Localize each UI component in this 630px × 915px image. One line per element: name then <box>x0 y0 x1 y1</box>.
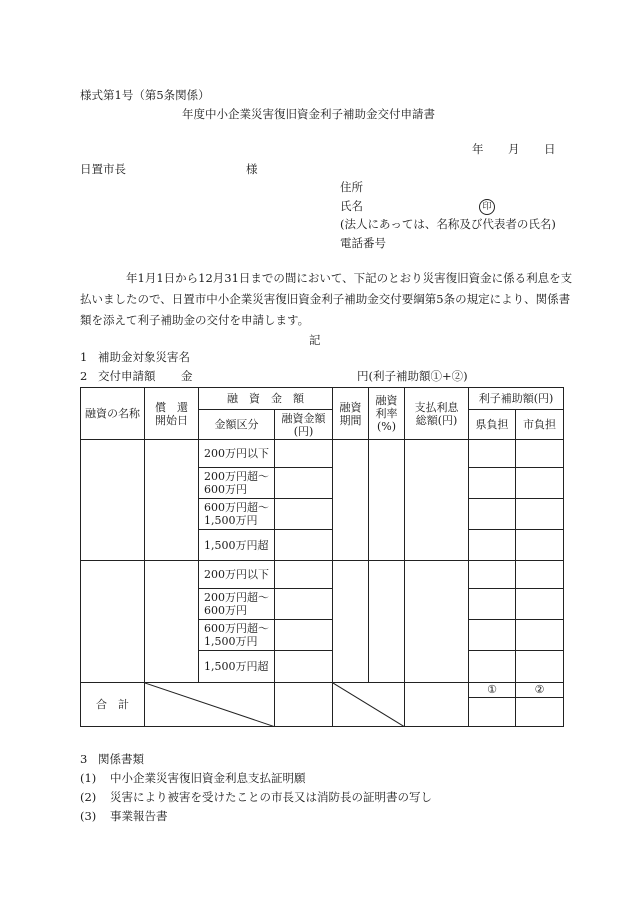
addressee-name: 日置市長 <box>80 162 126 176</box>
total-label: 合 計 <box>81 682 145 726</box>
ki-mark: 記 <box>309 333 321 347</box>
header-subsidy: 利子補助額(円) <box>469 388 564 410</box>
header-interest-total: 支払利息 総額(円) <box>405 388 469 440</box>
period-cell[interactable] <box>333 440 369 561</box>
form-number: 様式第1号（第5条関係） <box>80 88 210 102</box>
loan-table <box>80 387 564 727</box>
pref-cell[interactable] <box>469 619 516 650</box>
date-day: 日 <box>544 142 556 156</box>
amount-yen-cell[interactable] <box>275 498 333 529</box>
addressee-honorific: 様 <box>246 162 258 176</box>
total-mark-1: ① <box>469 682 516 697</box>
pref-cell[interactable] <box>469 498 516 529</box>
amount-yen-cell[interactable] <box>275 530 333 561</box>
amount-class-cell: 600万円超～ 1,500万円 <box>199 619 275 650</box>
item2-yen: 円(利子補助額①+②) <box>357 369 468 383</box>
pref-cell[interactable] <box>469 440 516 467</box>
city-cell[interactable] <box>516 588 564 619</box>
city-cell[interactable] <box>516 498 564 529</box>
amount-yen-cell[interactable] <box>275 467 333 498</box>
amount-yen-cell[interactable] <box>275 588 333 619</box>
rate-cell[interactable] <box>369 561 405 682</box>
city-cell[interactable] <box>516 440 564 467</box>
applicant-address-label: 住所 <box>340 180 363 194</box>
amount-yen-cell[interactable] <box>275 561 333 588</box>
city-cell[interactable] <box>516 619 564 650</box>
table-row <box>81 561 564 588</box>
amount-class-cell: 600万円超～ 1,500万円 <box>199 498 275 529</box>
pref-cell[interactable] <box>469 561 516 588</box>
doc-num: (1) <box>80 771 97 785</box>
header-pref: 県負担 <box>469 410 516 440</box>
seal-icon: 印 <box>479 199 495 215</box>
interest-total-cell[interactable] <box>405 440 469 561</box>
city-cell[interactable] <box>516 530 564 561</box>
pref-cell[interactable] <box>469 467 516 498</box>
total-pref-cell[interactable] <box>469 697 516 726</box>
header-amount-yen: 融資金額 (円) <box>275 410 333 440</box>
city-cell[interactable] <box>516 651 564 682</box>
total-row <box>81 682 564 697</box>
header-city: 市負担 <box>516 410 564 440</box>
item2-number: 2 <box>80 369 88 383</box>
date-month: 月 <box>508 142 520 156</box>
rate-cell[interactable] <box>369 440 405 561</box>
amount-class-cell: 200万円超～ 600万円 <box>199 588 275 619</box>
item1-label: 補助金対象災害名 <box>98 350 190 364</box>
doc-text: 事業報告書 <box>110 809 168 823</box>
item3-number: 3 <box>80 752 88 766</box>
loan-name-cell[interactable] <box>81 561 145 682</box>
doc-num: (2) <box>80 790 97 804</box>
pref-cell[interactable] <box>469 651 516 682</box>
amount-yen-cell[interactable] <box>275 651 333 682</box>
amount-class-cell: 200万円以下 <box>199 440 275 467</box>
header-repay-start: 償 還 開始日 <box>145 388 199 440</box>
period-cell[interactable] <box>333 561 369 682</box>
diagonal-slash-icon <box>145 683 274 726</box>
item2-label: 交付申請額 <box>98 369 156 383</box>
total-city-cell[interactable] <box>516 697 564 726</box>
header-loan-name: 融資の名称 <box>81 388 145 440</box>
amount-class-cell: 1,500万円超 <box>199 651 275 682</box>
total-mark-2: ② <box>516 682 564 697</box>
amount-class-cell: 1,500万円超 <box>199 530 275 561</box>
item3-label: 関係書類 <box>98 752 144 766</box>
total-slash-repay-class <box>145 682 275 726</box>
pref-cell[interactable] <box>469 530 516 561</box>
diagonal-slash-icon <box>333 683 404 726</box>
item1-number: 1 <box>80 350 88 364</box>
interest-total-cell[interactable] <box>405 561 469 682</box>
doc-text: 災害により被害を受けたことの市長又は消防長の証明書の写し <box>110 790 432 804</box>
city-cell[interactable] <box>516 561 564 588</box>
header-period: 融資 期間 <box>333 388 369 440</box>
doc-text: 中小企業災害復旧資金利息支払証明願 <box>110 771 306 785</box>
applicant-name-label: 氏名 <box>340 199 363 213</box>
header-amount-class: 金額区分 <box>199 410 275 440</box>
document-title: 年度中小企業災害復旧資金利子補助金交付申請書 <box>182 107 435 121</box>
applicant-phone-label: 電話番号 <box>340 236 386 250</box>
repay-start-cell[interactable] <box>145 440 199 561</box>
loan-name-cell[interactable] <box>81 440 145 561</box>
corporate-note: (法人にあっては、名称及び代表者の氏名) <box>340 217 556 231</box>
amount-class-cell: 200万円以下 <box>199 561 275 588</box>
item2-kin: 金 <box>181 369 193 383</box>
city-cell[interactable] <box>516 467 564 498</box>
doc-num: (3) <box>80 809 97 823</box>
seal-mark <box>479 198 495 215</box>
amount-yen-cell[interactable] <box>275 440 333 467</box>
table-row <box>81 440 564 467</box>
amount-class-cell: 200万円超～ 600万円 <box>199 467 275 498</box>
total-amount-cell[interactable] <box>275 682 333 726</box>
amount-yen-cell[interactable] <box>275 619 333 650</box>
header-loan-amount: 融 資 金 額 <box>199 388 333 410</box>
repay-start-cell[interactable] <box>145 561 199 682</box>
date-year: 年 <box>472 142 484 156</box>
total-interest-cell[interactable] <box>405 682 469 726</box>
header-rate: 融資 利率 (%) <box>369 388 405 440</box>
pref-cell[interactable] <box>469 588 516 619</box>
total-slash-period-rate <box>333 682 405 726</box>
body-paragraph: 年1月1日から12月31日までの間において、下記のとおり災害復旧資金に係る利息を支払いましたので、日置市中小企業災害復旧資金利子補助金交付要綱第5条の規定により、関係書類を添えて利子補助金の交付を申請します。 <box>80 271 573 327</box>
